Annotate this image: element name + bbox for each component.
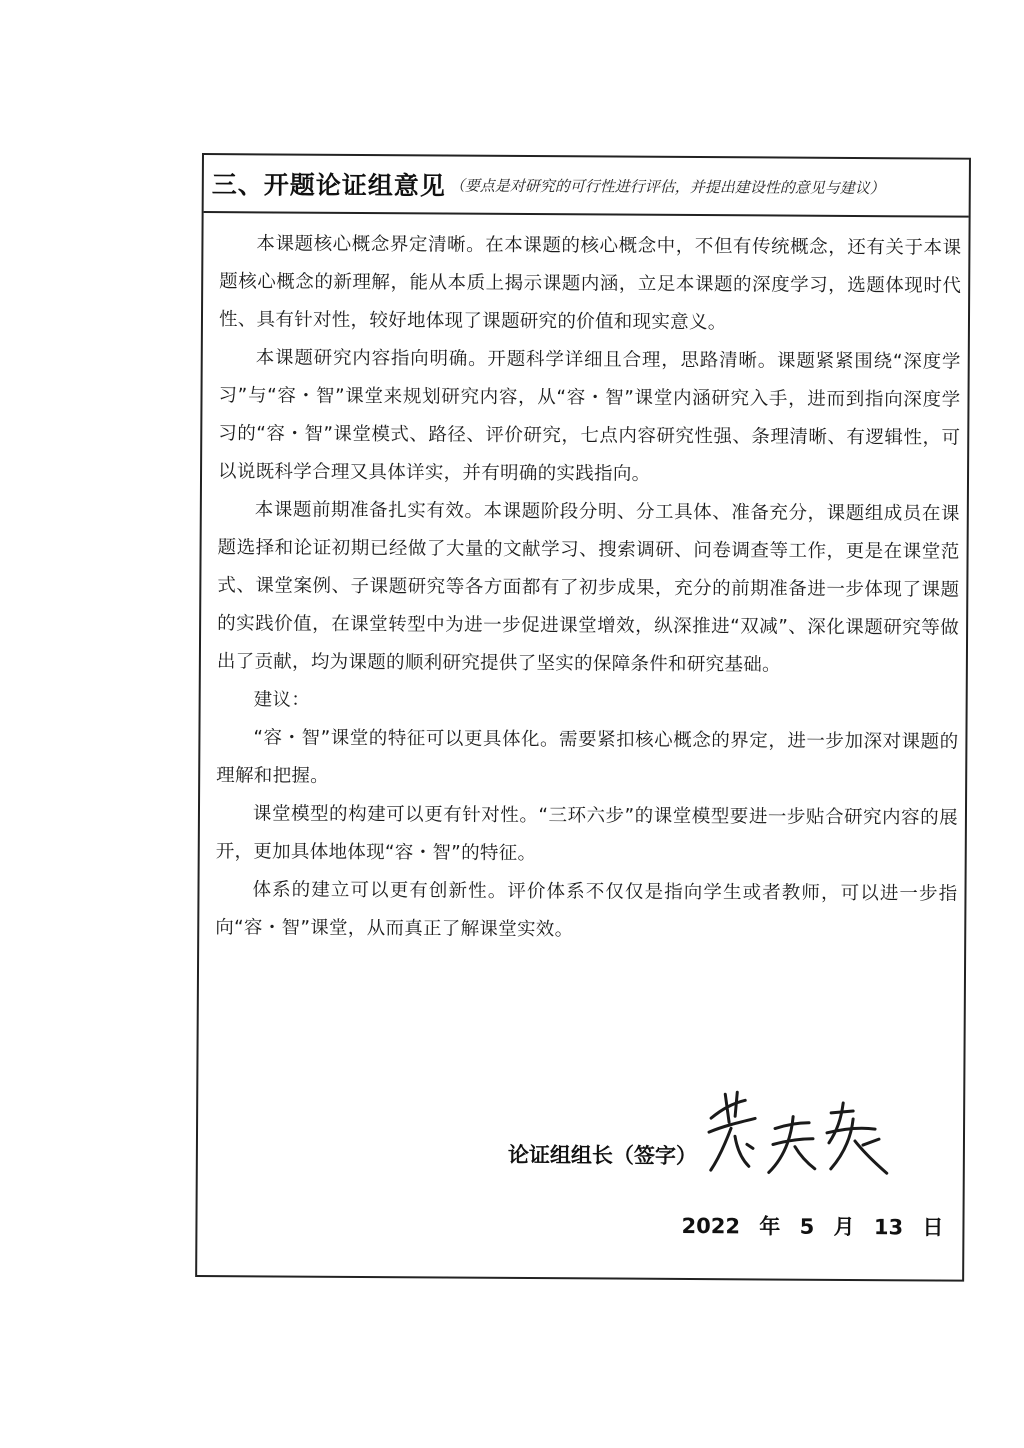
section-note: （要点是对研究的可行性进行评估，并提出建设性的意见与建议） <box>449 176 885 197</box>
paragraph-concept: 本课题核心概念界定清晰。在本课题的核心概念中，不但有传统概念，还有关于本课题核心概念的新理解，能从本质上揭示课题内涵，立足本课题的深度学习，选题体现时代性、具有针对性，较好地体现了课题研究的价值和现实意义。 <box>218 233 962 334</box>
suggestion-3: 体系的建立可以更有创新性。评价体系不仅仅是指向学生或者教师，可以进一步指向“容・智”课堂，从而真正了解课堂实效。 <box>215 879 958 941</box>
date-day-unit: 日 <box>922 1215 944 1240</box>
paragraph-content: 本课题研究内容指向明确。开题科学详细且合理，思路清晰。课题紧紧围绕“深度学习”与“容・智”课堂来规划研究内容，从“容・智”课堂内涵研究入手，进而到指向深度学习的“容・智”课堂模式、路径、评价研究，七点内容研究性强、条理清晰、有逻辑性，可以说既科学合理又具体详实，并有明确的实践指向。 <box>217 347 961 485</box>
paragraph-preparation: 本课题前期准备扎实有效。本课题阶段分明、分工具体、准备充分，课题组成员在课题选择和论证初期已经做了大量的文献学习、搜索调研、问卷调查等工作，更是在课堂范式、课堂案例、子课题研究等各方面都有了初步成果，充分的前期准备进一步体现了课题的实践价值，在课堂转型中为进一步促进课堂增效，纵深推进“双减”、深化课题研究等做出了贡献，均为课题的顺利研究提供了坚实的保障条件和研究基础。 <box>216 499 960 676</box>
signature-label: 论证组组长（签字） <box>507 1142 697 1169</box>
handwritten-signature <box>703 1088 894 1184</box>
suggestion-2: 课堂模型的构建可以更有针对性。“三环六步”的课堂模型要进一步贴合研究内容的展开，更加具体地体现“容・智”的特征。 <box>215 803 959 865</box>
opinion-form-frame <box>195 153 971 1282</box>
date-year: 2022 <box>681 1213 741 1239</box>
suggestion-1: “容・智”课堂的特征可以更具体化。需要紧扣核心概念的界定，进一步加深对课题的理解和把握。 <box>216 727 959 787</box>
date-month-unit: 月 <box>833 1214 855 1240</box>
date-year-unit: 年 <box>759 1214 781 1239</box>
date-month: 5 <box>799 1214 815 1239</box>
signature-block <box>508 1087 949 1190</box>
section-header <box>204 155 969 218</box>
date-line <box>678 1210 946 1242</box>
section-title: 三、开题论证组意见 <box>211 170 446 201</box>
suggestions-heading: 建议： <box>253 689 311 711</box>
date-day: 13 <box>873 1215 904 1240</box>
opinion-body <box>215 225 961 952</box>
